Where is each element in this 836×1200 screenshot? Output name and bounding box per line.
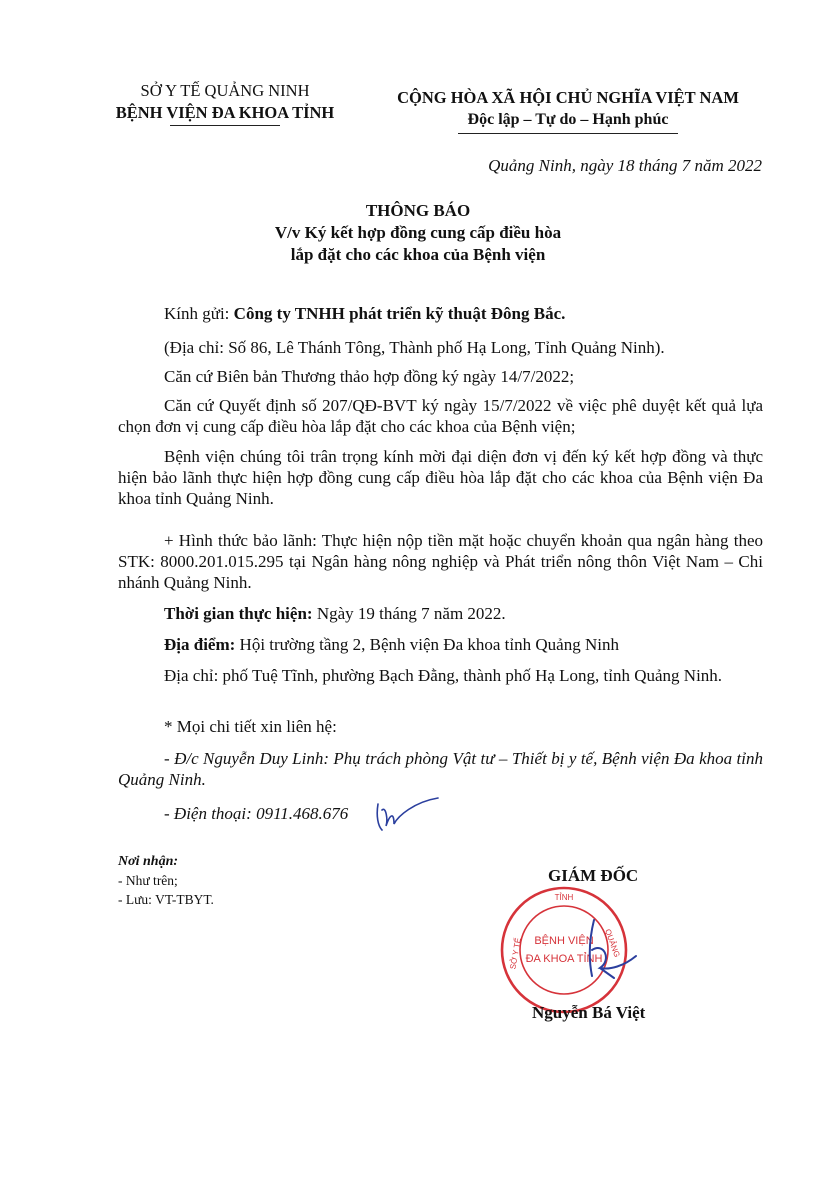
title-main: THÔNG BÁO xyxy=(365,201,471,220)
date-line: Quảng Ninh, ngày 18 tháng 7 năm 2022 xyxy=(488,156,762,175)
contact-person: - Đ/c Nguyễn Duy Linh: Phụ trách phòng Vật tư – Thiết bị y tế, Bệnh viện Đa khoa tỉnh Quảng Ninh. xyxy=(118,749,763,789)
letter-to xyxy=(118,303,763,324)
svg-text:BỆNH VIỆN: BỆNH VIỆN xyxy=(534,935,594,947)
document-title xyxy=(150,200,686,266)
recipient-item: - Như trên; xyxy=(118,873,178,888)
to-prefix: Kính gửi: xyxy=(164,304,234,323)
svg-text:SỞ Y TẾ: SỞ Y TẾ xyxy=(508,937,523,970)
svg-text:TỈNH: TỈNH xyxy=(554,893,574,902)
guarantee-paragraph: + Hình thức bảo lãnh: Thực hiện nộp tiền mặt hoặc chuyển khoản qua ngân hàng theo STK: 8000.201.015.295 tại Ngân hàng nông nghiệp và Phát triển nông thôn Việt Nam – Chi nhánh Quảng Ninh. xyxy=(118,531,763,592)
motto: Độc lập – Tự do – Hạnh phúc xyxy=(467,111,669,128)
motto-underline xyxy=(458,133,678,134)
header-left-underline xyxy=(170,125,280,126)
svg-text:QUẢNG: QUẢNG xyxy=(603,927,622,959)
place-label: Địa điểm: xyxy=(164,635,236,654)
department-name: SỞ Y TẾ QUẢNG NINH xyxy=(140,81,310,100)
time-line xyxy=(118,603,763,624)
recipient-item: - Lưu: VT-TBYT. xyxy=(118,892,214,907)
director-signature-icon xyxy=(580,916,640,996)
to-company: Công ty TNHH phát triển kỹ thuật Đông Bắc. xyxy=(233,304,566,323)
header-left xyxy=(100,80,350,124)
place-line xyxy=(118,634,763,655)
letter-address: (Địa chỉ: Số 86, Lê Thánh Tông, Thành phố Hạ Long, Tỉnh Quảng Ninh). xyxy=(164,338,665,357)
place-value: Hội trường tầng 2, Bệnh viện Đa khoa tỉnh Quảng Ninh xyxy=(235,635,619,654)
title-sub-2: lắp đặt cho các khoa của Bệnh viện xyxy=(290,245,546,264)
hospital-name: BỆNH VIỆN ĐA KHOA TỈNH xyxy=(115,103,335,122)
time-value: Ngày 19 tháng 7 năm 2022. xyxy=(312,604,506,623)
director-title: GIÁM ĐỐC xyxy=(548,866,639,885)
basis-1: Căn cứ Biên bản Thương thảo hợp đồng ký ngày 14/7/2022; xyxy=(164,367,575,386)
title-sub-1: V/v Ký kết hợp đồng cung cấp điều hòa xyxy=(274,223,562,242)
basis-2: Căn cứ Quyết định số 207/QĐ-BVT ký ngày 15/7/2022 về việc phê duyệt kết quả lựa chọn đơn vị cung cấp điều hòa lắp đặt cho các khoa của Bệnh viện; xyxy=(118,396,763,436)
nation-name: CỘNG HÒA XÃ HỘI CHỦ NGHĨA VIỆT NAM xyxy=(397,88,739,107)
time-label: Thời gian thực hiện: xyxy=(164,604,313,623)
recipients xyxy=(118,852,214,909)
director-name: Nguyễn Bá Việt xyxy=(532,1003,646,1022)
recipients-heading: Nơi nhận: xyxy=(118,854,179,869)
header-right xyxy=(368,87,768,131)
place-address: Địa chỉ: phố Tuệ Tĩnh, phường Bạch Đằng, thành phố Hạ Long, tỉnh Quảng Ninh. xyxy=(164,666,723,685)
invite-paragraph: Bệnh viện chúng tôi trân trọng kính mời đại diện đơn vị đến ký kết hợp đồng và thực hiện bảo lãnh thực hiện hợp đồng cung cấp điều hòa lắp đặt cho các khoa của Bệnh viện Đa khoa tỉnh Quảng Ninh. xyxy=(118,447,763,508)
contact-intro: * Mọi chi tiết xin liên hệ: xyxy=(164,717,337,736)
contact-phone: - Điện thoại: 0911.468.676 xyxy=(164,804,349,823)
svg-text:ĐA KHOA TỈNH: ĐA KHOA TỈNH xyxy=(525,953,603,965)
initial-signature-icon xyxy=(374,796,444,836)
